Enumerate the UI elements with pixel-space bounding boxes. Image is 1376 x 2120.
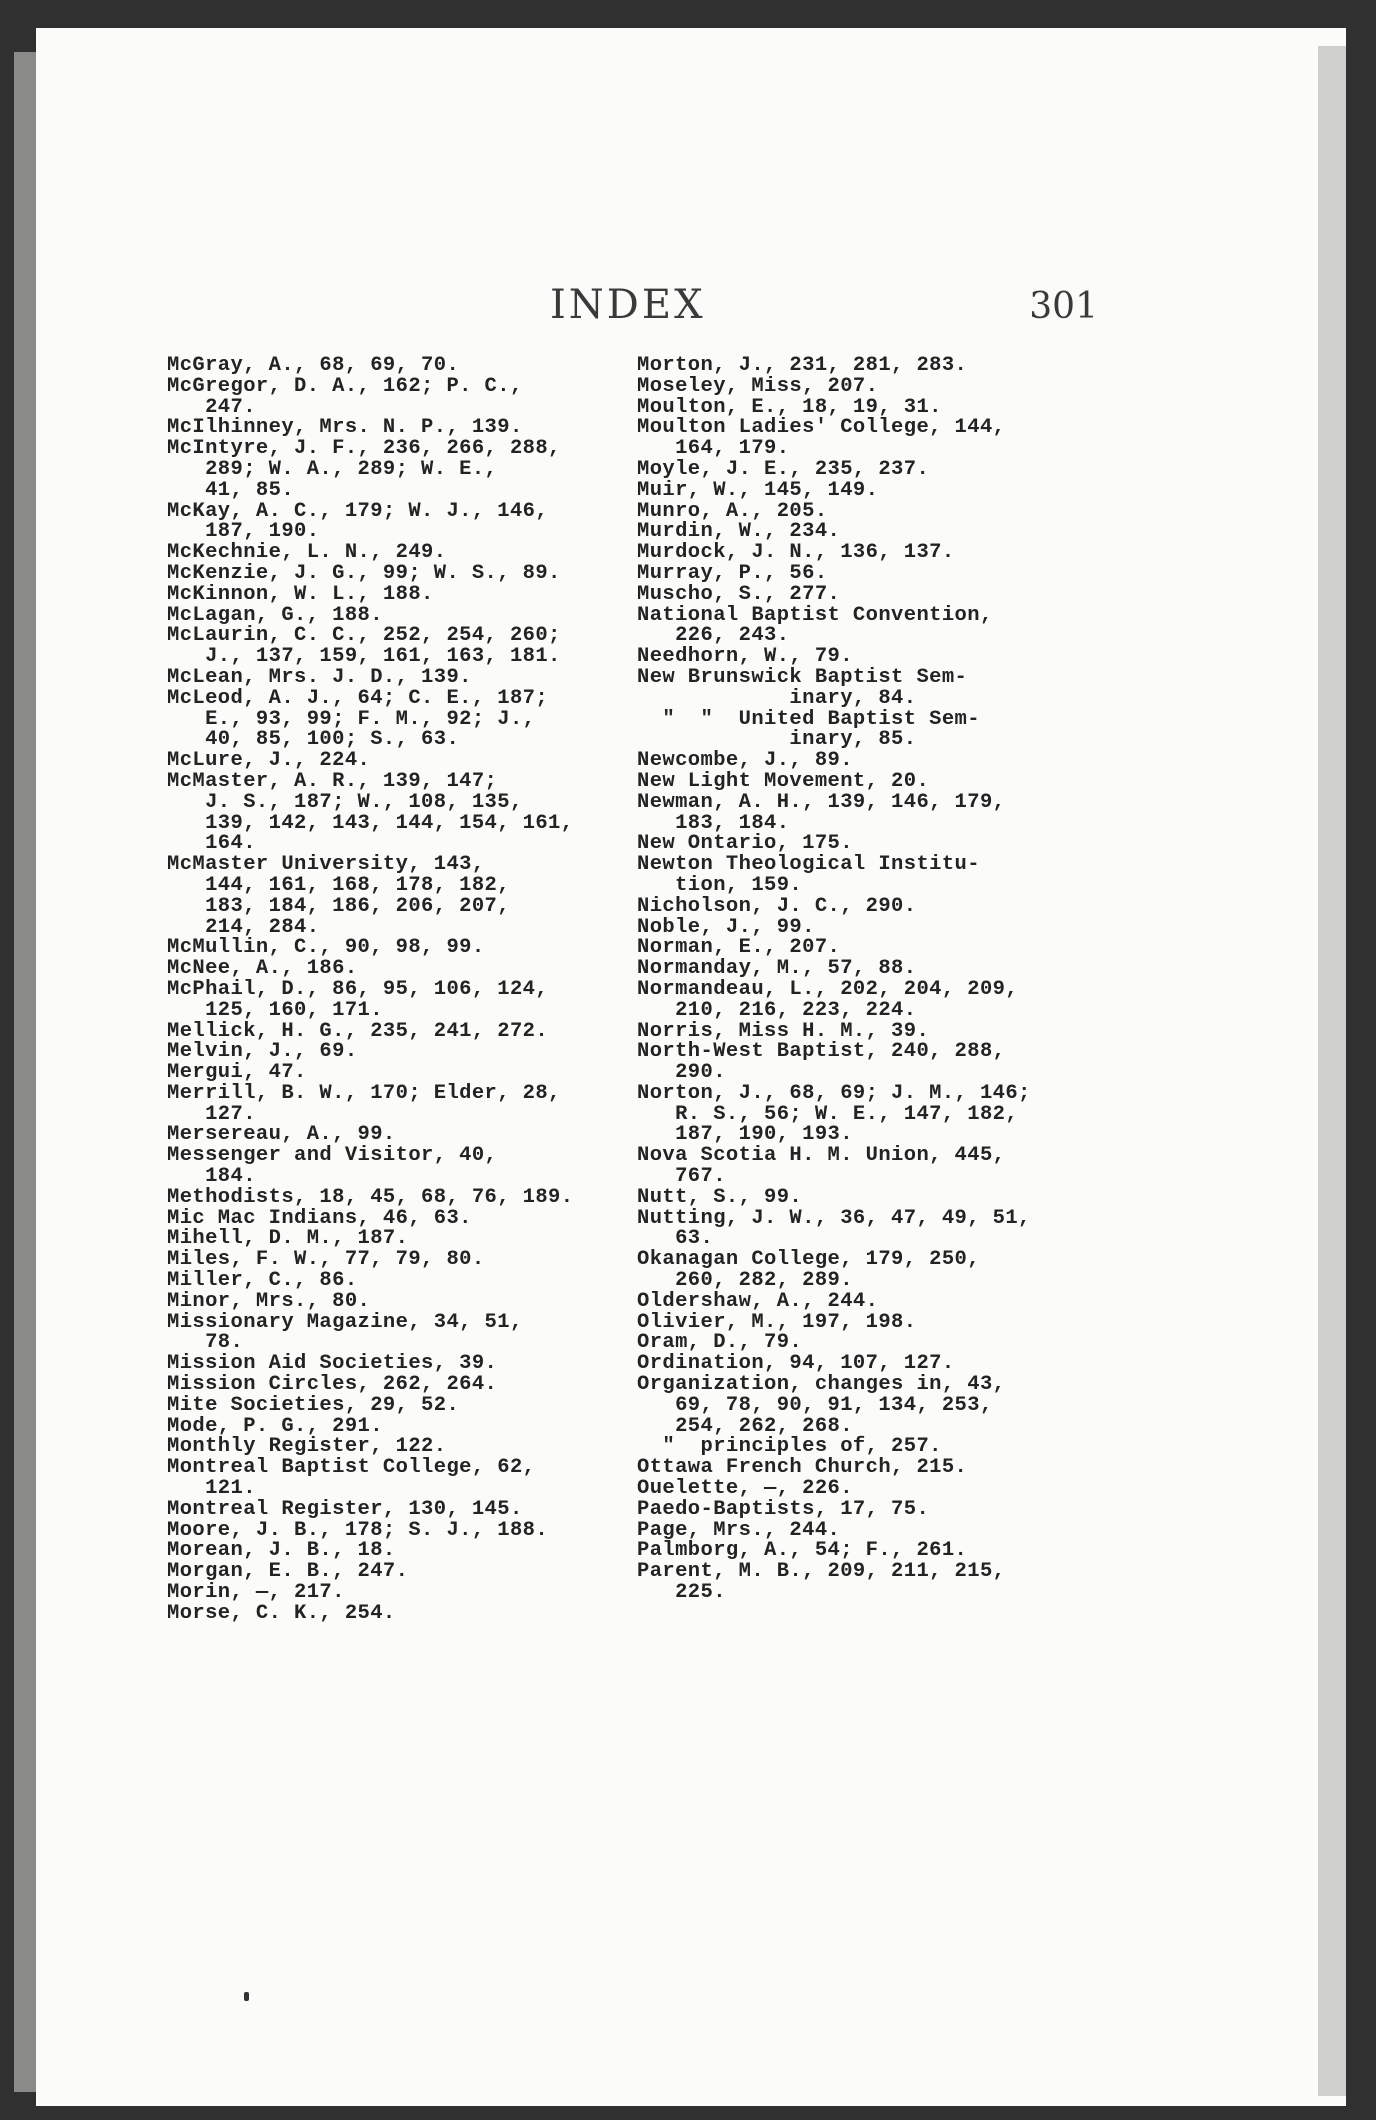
index-entry-line: 125, 160, 171. (167, 998, 383, 1022)
scan-speck (244, 1992, 249, 2001)
page-number: 301 (1029, 286, 1098, 327)
index-entry-line: 184. (167, 1165, 256, 1189)
index-entry-line: 214, 284. (167, 915, 320, 939)
index-entry-line: Mic Mac Indians, 46, 63. (167, 1206, 472, 1230)
index-entry-line: tion, 159. (637, 873, 803, 897)
index-entry-line: McKechnie, L. N., 249. (167, 541, 447, 565)
index-entry-line: Morean, J. B., 18. (167, 1539, 396, 1563)
index-entry-line: Minor, Mrs., 80. (167, 1289, 371, 1313)
index-entry-line: Muscho, S., 277. (637, 582, 841, 606)
page-edge-shadow (1318, 46, 1346, 2096)
index-entry-line: 767. (637, 1165, 726, 1189)
index-entry-line: Miller, C., 86. (167, 1269, 358, 1293)
index-entry-line: North-West Baptist, 240, 288, (637, 1040, 1006, 1064)
index-entry-line: 183, 184, 186, 206, 207, (167, 894, 510, 918)
index-entry-line: 78. (167, 1331, 244, 1355)
index-entry-line: Morse, C. K., 254. (167, 1601, 396, 1625)
index-entry-line: New Light Movement, 20. (637, 769, 930, 793)
index-entry-line: 187, 190. (167, 520, 320, 544)
index-entry-line: McMaster University, 143, (167, 853, 485, 877)
index-entry-line: Muir, W., 145, 149. (637, 478, 879, 502)
index-entry-line: 69, 78, 90, 91, 134, 253, (637, 1393, 993, 1417)
index-entry-line: Mission Circles, 262, 264. (167, 1373, 498, 1397)
index-entry-line: Mersereau, A., 99. (167, 1123, 396, 1147)
index-entry-line: Oldershaw, A., 244. (637, 1289, 879, 1313)
index-entry-line: 225. (637, 1581, 726, 1605)
index-entry-line: Norman, E., 207. (637, 936, 841, 960)
index-entry-line: Noble, J., 99. (637, 915, 815, 939)
index-entry-line: Moseley, Miss, 207. (637, 374, 879, 398)
index-entry-line: 164, 179. (637, 437, 790, 461)
index-entry-line: Nutting, J. W., 36, 47, 49, 51, (637, 1206, 1031, 1230)
index-entry-line: McKay, A. C., 179; W. J., 146, (167, 499, 549, 523)
page-header (550, 282, 1098, 342)
index-entry-line: McLeod, A. J., 64; C. E., 187; (167, 686, 549, 710)
index-entry-line: Ordination, 94, 107, 127. (637, 1352, 955, 1376)
index-entry-line: Munro, A., 205. (637, 499, 828, 523)
index-entry-line: 247. (167, 395, 256, 419)
index-entry-line: 121. (167, 1477, 256, 1501)
index-column-left (167, 356, 597, 1625)
index-entry-line: Norris, Miss H. M., 39. (637, 1019, 930, 1043)
index-entry-line: 210, 216, 223, 224. (637, 998, 917, 1022)
index-entry-line: Paedo-Baptists, 17, 75. (637, 1497, 930, 1521)
index-entry-line: 63. (637, 1227, 714, 1251)
index-entry-line: 187, 190, 193. (637, 1123, 853, 1147)
index-entry-line: Okanagan College, 179, 250, (637, 1248, 980, 1272)
index-entry-line: 139, 142, 143, 144, 154, 161, (167, 811, 574, 835)
index-column-right (637, 356, 1067, 1604)
index-entry-line: Nicholson, J. C., 290. (637, 894, 917, 918)
index-entry-line: Oram, D., 79. (637, 1331, 803, 1355)
index-entry-line: " principles of, 257. (637, 1435, 942, 1459)
index-entry-line: 289; W. A., 289; W. E., (167, 457, 498, 481)
running-head: INDEX (550, 282, 706, 328)
index-entry-line: Organization, changes in, 43, (637, 1373, 1006, 1397)
index-entry-line: Morton, J., 231, 281, 283. (637, 354, 968, 377)
index-entry-line: R. S., 56; W. E., 147, 182, (637, 1102, 1019, 1126)
index-entry-line: Messenger and Visitor, 40, (167, 1144, 498, 1168)
index-entry-line: Mission Aid Societies, 39. (167, 1352, 498, 1376)
index-entry-line: Moulton, E., 18, 19, 31. (637, 395, 942, 419)
index-entry-line: Methodists, 18, 45, 68, 76, 189. (167, 1185, 574, 1209)
index-entry-line: Monthly Register, 122. (167, 1435, 447, 1459)
index-entry-line: Ouelette, —, 226. (637, 1477, 853, 1501)
index-entry-line: Murray, P., 56. (637, 561, 828, 585)
index-entry-line: Needhorn, W., 79. (637, 645, 853, 669)
index-entry-line: Norton, J., 68, 69; J. M., 146; (637, 1081, 1031, 1105)
index-entry-line: 144, 161, 168, 178, 182, (167, 873, 510, 897)
index-entry-line: Parent, M. B., 209, 211, 215, (637, 1560, 1006, 1584)
index-entry-line: McLaurin, C. C., 252, 254, 260; (167, 624, 561, 648)
index-entry-line: Olivier, M., 197, 198. (637, 1310, 917, 1334)
index-entry-line: McNee, A., 186. (167, 957, 358, 981)
index-entry-line: Murdock, J. N., 136, 137. (637, 541, 955, 565)
index-entry-line: New Brunswick Baptist Sem- (637, 665, 968, 689)
index-entry-line: Normanday, M., 57, 88. (637, 957, 917, 981)
index-entry-line: 164. (167, 832, 256, 856)
index-entry-line: McGray, A., 68, 69, 70. (167, 354, 460, 377)
index-entry-line: J., 137, 159, 161, 163, 181. (167, 645, 561, 669)
index-entry-line: Mellick, H. G., 235, 241, 272. (167, 1019, 549, 1043)
index-entry-line: 260, 282, 289. (637, 1269, 853, 1293)
index-entry-line: 127. (167, 1102, 256, 1126)
index-entry-line: Newman, A. H., 139, 146, 179, (637, 790, 1006, 814)
index-entry-line: Mode, P. G., 291. (167, 1414, 383, 1438)
index-entry-line: McLean, Mrs. J. D., 139. (167, 665, 472, 689)
index-entry-line: " " United Baptist Sem- (637, 707, 980, 731)
index-entry-line: Moore, J. B., 178; S. J., 188. (167, 1518, 549, 1542)
index-entry-line: Montreal Baptist College, 62, (167, 1456, 536, 1480)
index-entry-line: Morin, —, 217. (167, 1581, 345, 1605)
index-entry-line: McLagan, G., 188. (167, 603, 383, 627)
index-entry-line: McIntyre, J. F., 236, 266, 288, (167, 437, 561, 461)
index-entry-line: 290. (637, 1061, 726, 1085)
index-entry-line: 41, 85. (167, 478, 295, 502)
index-entry-line: McMullin, C., 90, 98, 99. (167, 936, 485, 960)
index-entry-line: Newcombe, J., 89. (637, 749, 853, 773)
index-entry-line: Morgan, E. B., 247. (167, 1560, 409, 1584)
index-entry-line: Moyle, J. E., 235, 237. (637, 457, 930, 481)
index-entry-line: New Ontario, 175. (637, 832, 853, 856)
index-entry-line: McKenzie, J. G., 99; W. S., 89. (167, 561, 561, 585)
index-entry-line: Miles, F. W., 77, 79, 80. (167, 1248, 485, 1272)
index-entry-line: National Baptist Convention, (637, 603, 993, 627)
index-entry-line: E., 93, 99; F. M., 92; J., (167, 707, 536, 731)
index-entry-line: Palmborg, A., 54; F., 261. (637, 1539, 968, 1563)
index-entry-line: McMaster, A. R., 139, 147; (167, 769, 498, 793)
index-entry-line: J. S., 187; W., 108, 135, (167, 790, 523, 814)
index-entry-line: Merrill, B. W., 170; Elder, 28, (167, 1081, 561, 1105)
index-entry-line: Ottawa French Church, 215. (637, 1456, 968, 1480)
index-entry-line: Mergui, 47. (167, 1061, 307, 1085)
index-entry-line: McKinnon, W. L., 188. (167, 582, 434, 606)
index-entry-line: Melvin, J., 69. (167, 1040, 358, 1064)
index-entry-line: Montreal Register, 130, 145. (167, 1497, 523, 1521)
index-entry-line: McPhail, D., 86, 95, 106, 124, (167, 977, 549, 1001)
index-entry-line: Moulton Ladies' College, 144, (637, 416, 1006, 440)
book-spine-edge (14, 52, 38, 2092)
index-entry-line: Newton Theological Institu- (637, 853, 980, 877)
index-entry-line: 40, 85, 100; S., 63. (167, 728, 460, 752)
index-entry-line: 183, 184. (637, 811, 790, 835)
index-entry-line: Missionary Magazine, 34, 51, (167, 1310, 523, 1334)
index-entry-line: inary, 84. (637, 686, 917, 710)
index-entry-line: McLure, J., 224. (167, 749, 371, 773)
index-entry-line: Murdin, W., 234. (637, 520, 841, 544)
index-entry-line: McIlhinney, Mrs. N. P., 139. (167, 416, 523, 440)
index-entry-line: Page, Mrs., 244. (637, 1518, 841, 1542)
index-entry-line: inary, 85. (637, 728, 917, 752)
index-entry-line: 226, 243. (637, 624, 790, 648)
index-entry-line: Mihell, D. M., 187. (167, 1227, 409, 1251)
index-entry-line: 254, 262, 268. (637, 1414, 853, 1438)
index-entry-line: Nova Scotia H. M. Union, 445, (637, 1144, 1006, 1168)
index-entry-line: McGregor, D. A., 162; P. C., (167, 374, 523, 398)
index-entry-line: Mite Societies, 29, 52. (167, 1393, 460, 1417)
index-entry-line: Nutt, S., 99. (637, 1185, 803, 1209)
index-entry-line: Normandeau, L., 202, 204, 209, (637, 977, 1019, 1001)
